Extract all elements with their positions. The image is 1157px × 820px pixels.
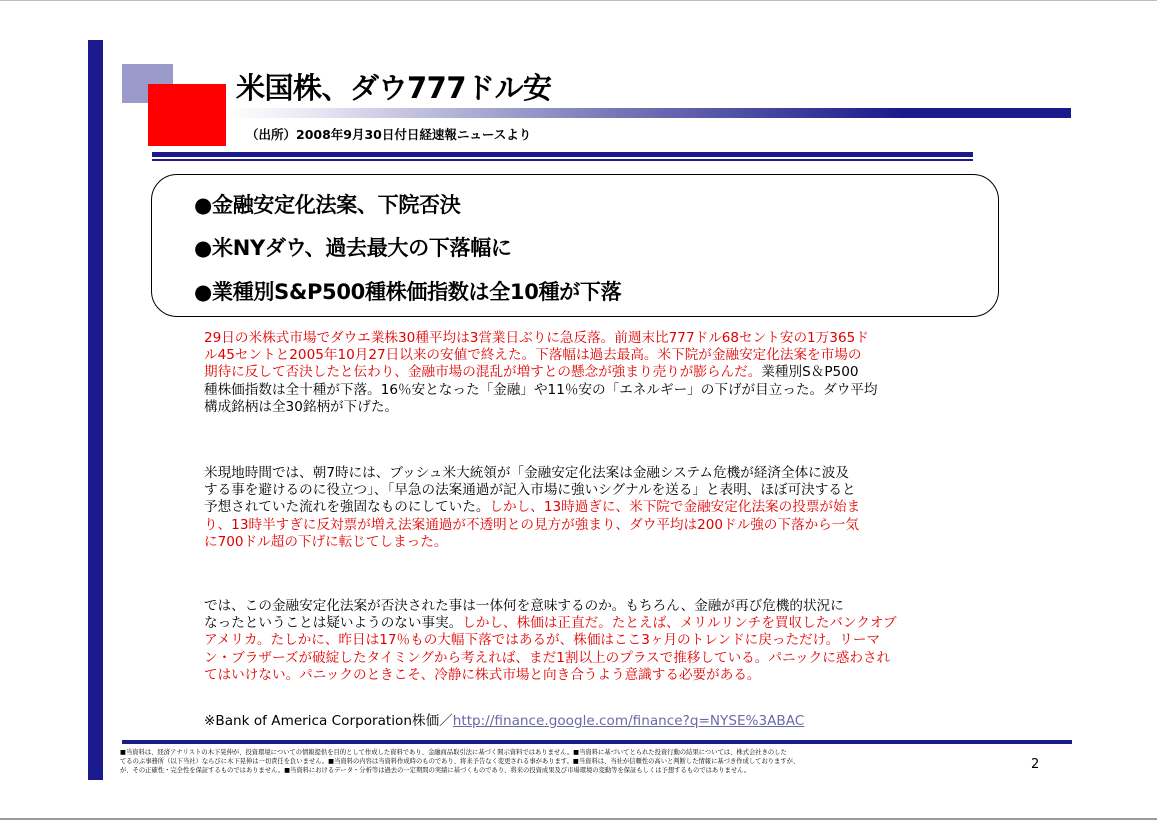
paragraph-analysis (204, 598, 949, 684)
summary-item: ●米NYダウ、過去最大の下落幅に (194, 236, 512, 260)
paragraph-timeline (204, 465, 949, 551)
text-line: ル45セントと2005年10月27日以来の安値で終えた。下落幅は過去最高。米下院が金融安定化法案を市場の (204, 347, 862, 364)
text-line: 米現地時間では、朝7時には、ブッシュ米大統領が「金融安定化法案は金融システム危機が経済全体に波及 (204, 465, 849, 481)
text-line: 期待に反して否決したと伝わり、金融市場の混乱が増すとの懸念が強まり売りが膨らんだ。業種別S＆P500 (204, 364, 859, 381)
text-line: 構成銘柄は全30銘柄が下げた。 (204, 398, 399, 415)
disclaimer-line: てるのぶ事務所（以下当社）ならびに木下晃伸は一切責任を負いません。■当資料の内容は当資料作成時のものであり、将来予告なく変更される事があります。■当資料は、当社が信頼性の高いと判断した情報に基づき作成しておりますが、 (120, 758, 800, 766)
text-line: 種株価指数は全十種が下落。16％安となった「金融」や11％安の「エネルギー」の下げが目立った。ダウ平均 (204, 381, 878, 398)
title-gradient-band (226, 108, 1071, 118)
subtitle-rule-thick (152, 152, 973, 157)
source-note: （出所）2008年9月30日付日経速報ニュースより (246, 127, 532, 142)
text-line: アメリカ。たしかに、昨日は17％もの大幅下落ではあるが、株価はここ3ヶ月のトレンドに戻っただけ。リーマ (204, 632, 881, 649)
summary-item: ●業種別S&P500種株価指数は全10種が下落 (194, 280, 622, 304)
frame-top-line (0, 0, 1157, 1)
text-line: り、13時半すぎに反対票が増え法案通過が不透明との見方が強まり、ダウ平均は200ドル強の下落から一気 (204, 516, 859, 533)
disclaimer-text (120, 748, 1010, 776)
red-square-decoration (148, 84, 226, 146)
disclaimer-line: が、その正確性・完全性を保証するものではありません。■当資料におけるデータ・分析等は過去の一定期間の実績に基づくものであり、将来の投資成果及び市場環境の変動等を保証もしくは予想するものではありません。 (120, 767, 751, 775)
paragraph-market-summary (204, 330, 949, 416)
text-line: する事を避けるのに役立つ」、「早急の法案通過が記入市場に強いシグナルを送る」と表明、ほぼ可決すると (204, 482, 856, 499)
left-accent-bar (88, 40, 103, 780)
text-line: 29日の米株式市場でダウエ業株30種平均は3営業日ぶりに急反落。前週末比777ドル68セント安の1万365ド (204, 330, 869, 346)
text-line: 予想されていた流れを強固なものにしていた。しかし、13時過ぎに、米下院で金融安定化法案の投票が始ま (204, 499, 861, 516)
page-number: 2 (1031, 757, 1040, 772)
text-line: では、この金融安定化法案が否決された事は一体何を意味するのか。もちろん、金融が再び危機的状況に (204, 598, 844, 614)
summary-item: ●金融安定化法案、下院否決 (194, 193, 461, 217)
subtitle-rule-thin (152, 159, 973, 161)
reference-line (204, 709, 804, 729)
disclaimer-line: ■当資料は、経済アナリストの木下晃伸が、投資環境についての情報提供を目的として作成した資料であり、金融商品取引法に基づく開示資料ではありません。■当資料に基づいてとられた投資行動の結果については、株式会社きのした (120, 749, 787, 756)
reference-label: ※Bank of America Corporation株価／ (204, 713, 453, 729)
text-line: ン・ブラザーズが破綻したタイミングから考えれば、まだ1割以上のプラスで推移している。パニックに惑わされ (204, 649, 891, 666)
slide-title: 米国株、ダウ777ドル安 (236, 71, 552, 105)
text-line: に700ドル超の下げに転じてしまった。 (204, 533, 448, 550)
summary-box (151, 174, 999, 317)
reference-link[interactable]: http://finance.google.com/finance?q=NYSE%3ABAC (452, 713, 805, 729)
text-line: なったということは疑いようのない事実。しかし、株価は正直だ。たとえば、メリルリンチを買収したバンクオブ (204, 615, 897, 632)
text-line: てはいけない。パニックのときこそ、冷静に株式市場と向き合うよう意識する必要がある。 (204, 666, 761, 683)
footer-rule (122, 740, 1072, 744)
